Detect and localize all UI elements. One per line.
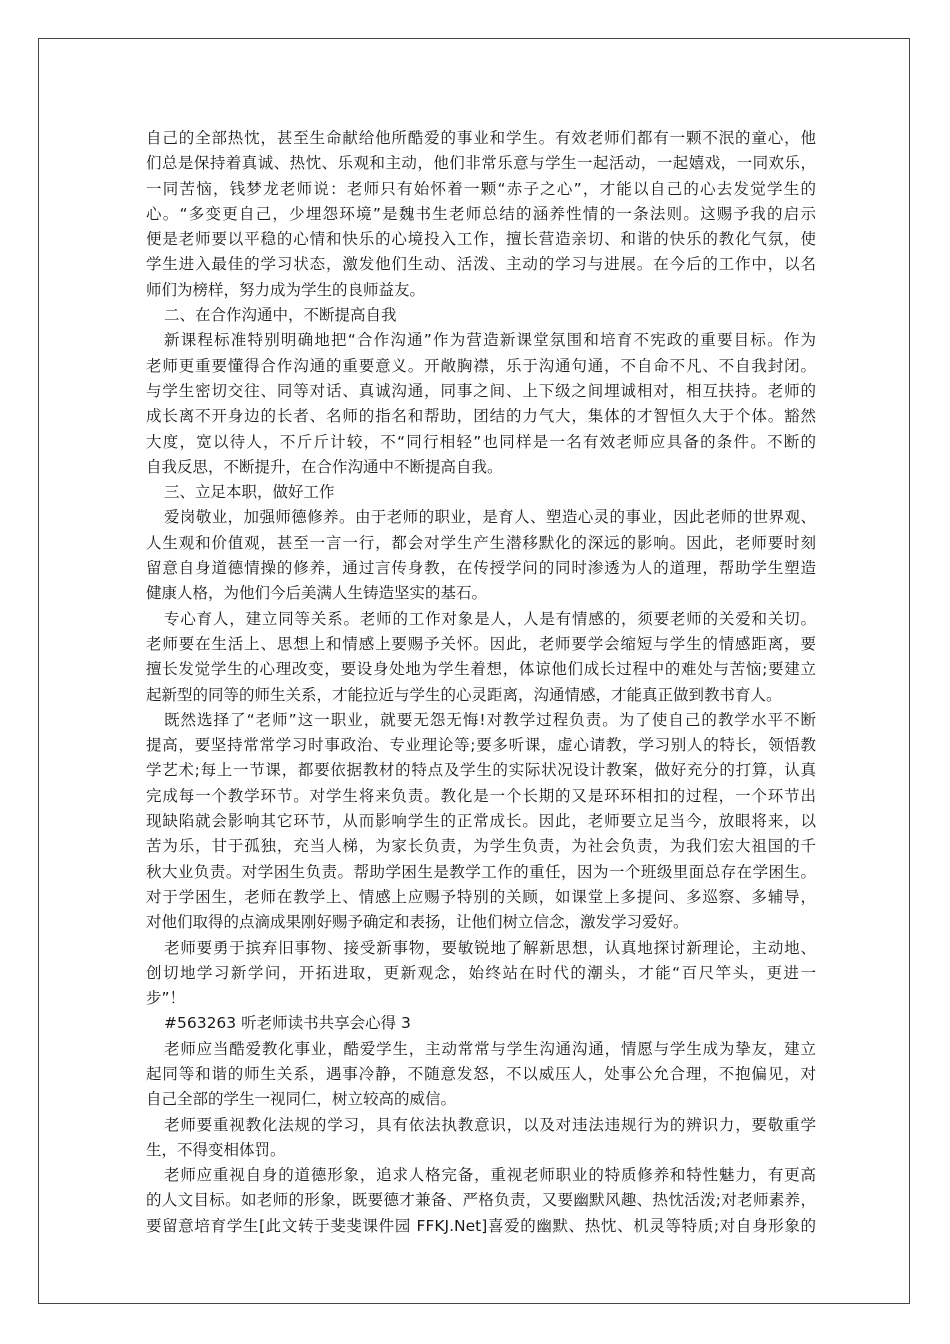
text-line: 老师更重要懂得合作沟通的重要意义。开敞胸襟，乐于沟通句通，不自命不凡、不自我封闭。 [146,356,816,375]
text-line: 师们为榜样，努力成为学生的良师益友。 [146,280,426,299]
text-line: 既然选择了“老师”这一职业，就要无怨无悔!对教学过程负责。为了使自己的教学水平不断 [164,710,816,729]
text-line: 完成每一个教学环节。对学生将来负责。教化是一个长期的又是环环相扣的过程，一个环节出 [146,786,816,805]
text-line: 专心育人，建立同等关系。老师的工作对象是人，人是有情感的，须要老师的关爱和关切。 [164,609,816,628]
text-line: 要留意培育学生[此文转于斐斐课件园 FFKJ.Net]喜爱的幽默、热忱、机灵等特质;对自身形象的 [146,1216,816,1235]
text-line: 与学生密切交往、同等对话、真诚沟通，同事之间、上下级之间埋诚相对，相互扶持。老师的 [146,381,816,400]
text-line: 创切地学习新学问，开拓进取，更新观念，始终站在时代的潮头，才能“百尺竿头，更进一 [146,963,816,982]
text-line: 对于学困生，老师在教学上、情感上应赐予特别的关顾，如课堂上多提问、多巡察、多辅导， [146,887,816,906]
text-line: 留意自身道德情操的修养，通过言传身教，在传授学问的同时渗透为人的道理，帮助学生塑造 [146,559,816,578]
text-line: 步”！ [146,989,186,1008]
text-line: 大度，宽以待人，不斤斤计较，不“同行相轻”也同样是一名有效老师应具备的条件。不断的 [146,432,816,451]
text-line: 老师应重视自身的道德形象，追求人格完备，重视老师职业的特质修养和特性魅力，有更高 [164,1166,816,1185]
document-body [146,126,816,1239]
text-line: 人生观和价值观，甚至一言一行，都会对学生产生潜移默化的深远的影响。因此，老师要时刻 [146,533,816,552]
section-heading: 二、在合作沟通中，不断提高自我 [164,306,397,325]
text-line: 秋大业负责。对学困生负责。帮助学困生是教学工作的重任，因为一个班级里面总存在学困生。 [146,862,816,881]
text-line: 现缺陷就会影响其它环节，从而影响学生的正常成长。因此，老师要立足当今，放眼将来，以 [146,812,816,831]
section-heading: 三、立足本职，做好工作 [164,483,335,502]
text-line: 自己的全部热忱，甚至生命献给他所酷爱的事业和学生。有效老师们都有一颗不泯的童心，他 [146,129,816,147]
text-line: 对他们取得的点滴成果刚好赐予确定和表扬，让他们树立信念，激发学习爱好。 [146,913,689,932]
text-line: 学生进入最佳的学习状态，激发他们生动、活泼、主动的学习与进展。在今后的工作中，以名 [146,255,816,274]
text-line: 老师要重视教化法规的学习，具有依法执教意识，以及对违法违规行为的辨识力，要敬重学 [164,1115,816,1134]
text-line: 老师应当酷爱教化事业，酷爱学生，主动常常与学生沟通沟通，情愿与学生成为挚友，建立 [164,1039,816,1058]
text-line: 苦为乐，甘于孤独，充当人梯，为家长负责，为学生负责，为社会负责，为我们宏大祖国的千 [146,837,816,856]
text-line: 学艺术;每上一节课，都要依据教材的特点及学生的实际状况设计教案，做好充分的打算，认真 [146,761,816,780]
text-line: 生，不得变相体罚。 [146,1140,286,1159]
text-line: 心。“多变更自己，少埋怨环境”是魏书生老师总结的涵养性情的一条法则。这赐予我的启示 [146,204,816,223]
text-line: 的人文目标。如老师的形象，既要德才兼备、严格负责，又要幽默风趣、热忱活泼;对老师素养， [146,1191,816,1210]
text-line: 老师要在生活上、思想上和情感上要赐予关怀。因此，老师要学会缩短与学生的情感距离，要 [146,634,816,653]
text-line: 擅长发觉学生的心理改变，要设身处地为学生着想，体谅他们成长过程中的难处与苦恼;要建立 [146,660,816,679]
section-heading: #563263 听老师读书共享会心得 3 [164,1014,411,1033]
text-line: 提高，要坚持常常学习时事政治、专业理论等;要多听课，虚心请教，学习别人的特长，领悟教 [146,736,816,755]
text-line: 自我反思，不断提升，在合作沟通中不断提高自我。 [146,457,503,476]
text-line: 爱岗敬业，加强师德修养。由于老师的职业，是育人、塑造心灵的事业，因此老师的世界观、 [164,508,816,527]
text-line: 便是老师要以平稳的心情和快乐的心境投入工作，擅长营造亲切、和谐的快乐的教化气氛，使 [146,230,816,249]
text-line: 老师要勇于摈弃旧事物、接受新事物，要敏锐地了解新思想，认真地探讨新理论，主动地、 [164,938,816,957]
text-line: 起同等和谐的师生关系，遇事冷静，不随意发怒，不以威压人，处事公允合理，不抱偏见，对 [146,1064,816,1083]
text-line: 新课程标准特别明确地把“合作沟通”作为营造新课堂氛围和培育不宪政的重要目标。作为 [164,331,816,350]
text-line: 一同苦恼，钱梦龙老师说：老师只有始怀着一颗“赤子之心”，才能以自己的心去发觉学生的 [146,179,816,198]
text-line: 成长离不开身边的长者、名师的指名和帮助，团结的力气大，集体的才智恒久大于个体。豁然 [146,407,816,426]
text-line: 起新型的同等的师生关系，才能拉近与学生的心灵距离，沟通情感，才能真正做到教书育人。 [146,685,782,704]
text-line: 们总是保持着真诚、热忱、乐观和主动，他们非常乐意与学生一起活动，一起嬉戏，一同欢乐， [146,154,816,173]
text-line: 健康人格，为他们今后美满人生铸造坚实的基石。 [146,584,488,603]
text-line: 自己全部的学生一视同仁，树立较高的威信。 [146,1090,457,1109]
